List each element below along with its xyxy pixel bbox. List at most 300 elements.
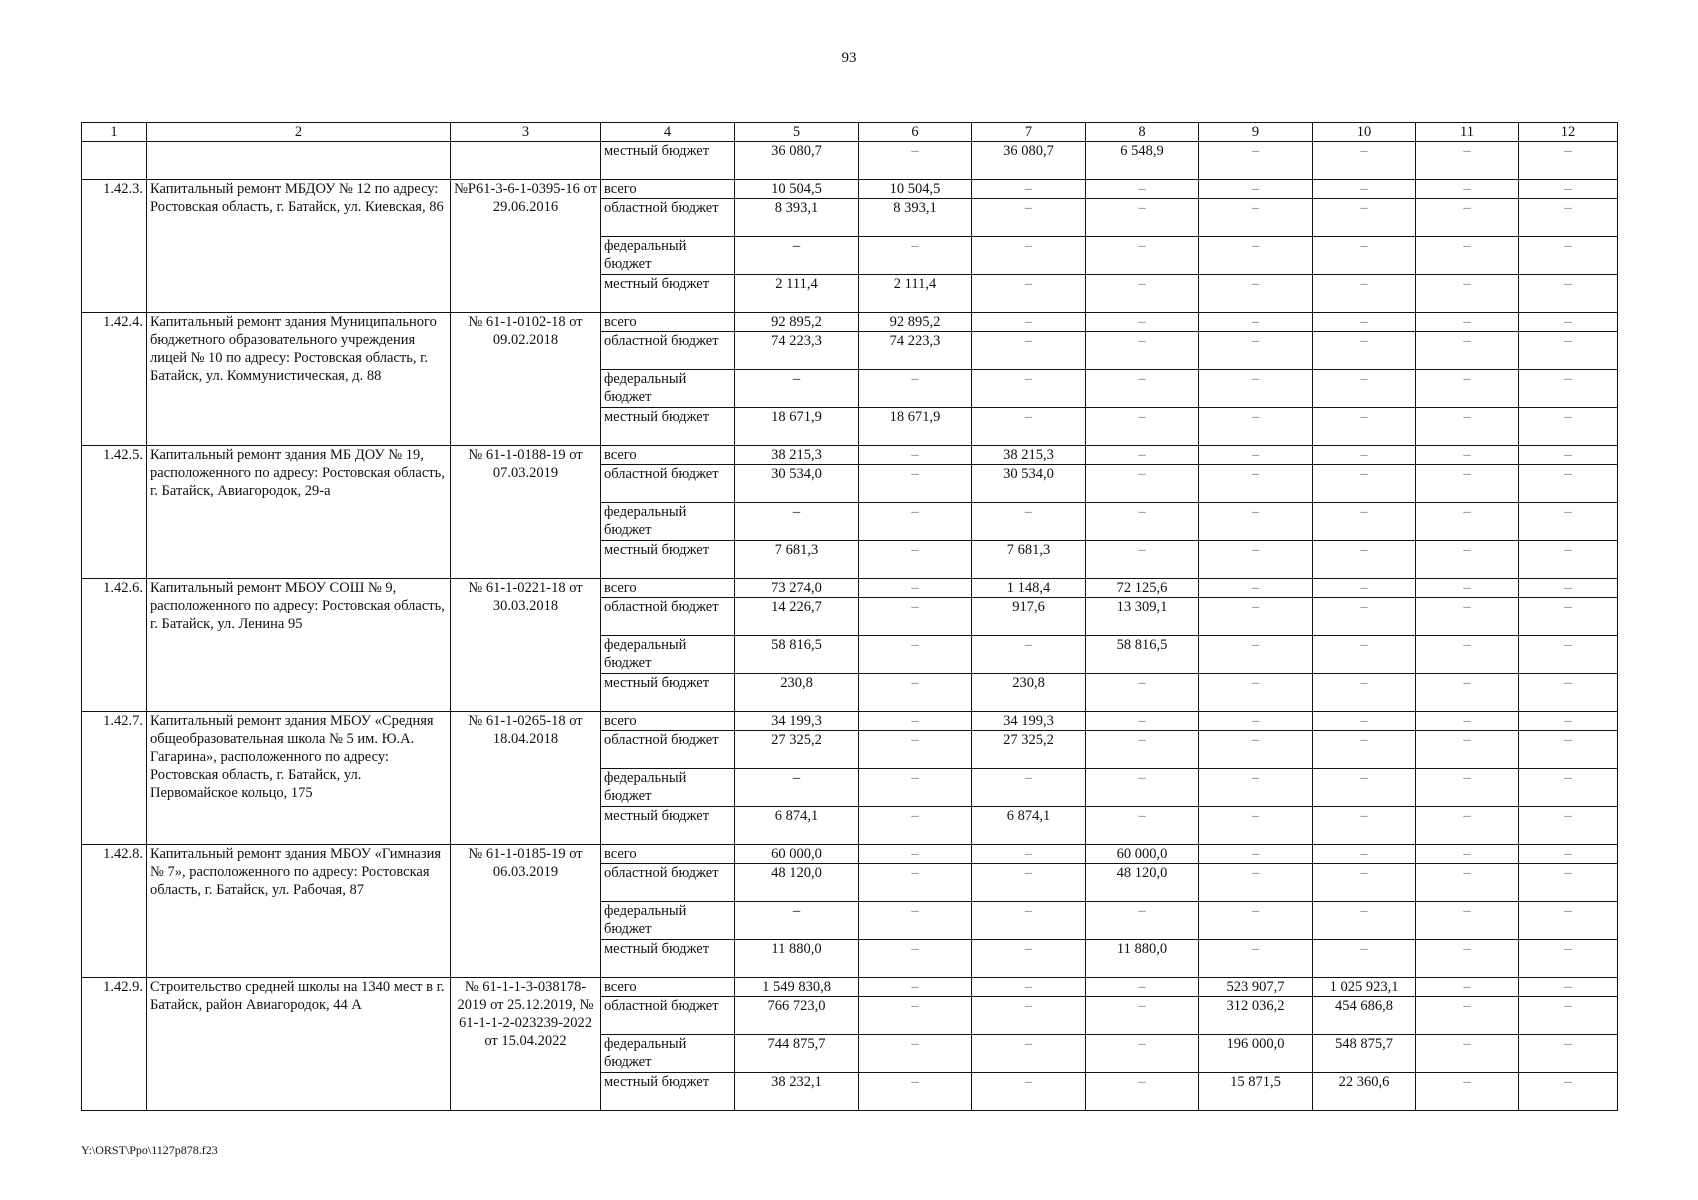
value-cell: –: [735, 237, 859, 275]
column-header: 4: [601, 123, 735, 142]
value-cell: –: [859, 674, 972, 712]
table-row: [82, 845, 1618, 864]
value-cell: –: [1416, 636, 1519, 674]
column-header: 3: [451, 123, 601, 142]
value-cell: –: [1086, 313, 1199, 332]
column-header: 10: [1313, 123, 1416, 142]
object-name: Капитальный ремонт МБОУ СОШ № 9, расположенного по адресу: Ростовская область, г. Батайск, ул. Ленина 95: [147, 579, 451, 712]
value-cell: –: [859, 598, 972, 636]
value-cell: –: [1416, 579, 1519, 598]
value-cell: 38 232,1: [735, 1073, 859, 1111]
table-header-row: [82, 123, 1618, 142]
value-cell: –: [1199, 142, 1313, 180]
value-cell: 1 549 830,8: [735, 978, 859, 997]
value-cell: –: [1199, 446, 1313, 465]
value-cell: 58 816,5: [735, 636, 859, 674]
value-cell: –: [1416, 902, 1519, 940]
row-number: 1.42.5.: [82, 446, 147, 579]
value-cell: –: [1519, 598, 1618, 636]
value-cell: –: [1199, 332, 1313, 370]
value-cell: 523 907,7: [1199, 978, 1313, 997]
value-cell: –: [1313, 864, 1416, 902]
funding-source: федеральный бюджет: [601, 636, 735, 674]
funding-source: местный бюджет: [601, 275, 735, 313]
column-header: 8: [1086, 123, 1199, 142]
value-cell: –: [859, 712, 972, 731]
value-cell: –: [1416, 598, 1519, 636]
value-cell: –: [859, 636, 972, 674]
value-cell: –: [1416, 712, 1519, 731]
value-cell: –: [1416, 731, 1519, 769]
funding-source: местный бюджет: [601, 674, 735, 712]
value-cell: –: [1519, 446, 1618, 465]
document-number: № 61-1-0102-18 от 09.02.2018: [451, 313, 601, 446]
value-cell: 92 895,2: [735, 313, 859, 332]
value-cell: 766 723,0: [735, 997, 859, 1035]
value-cell: –: [1416, 237, 1519, 275]
value-cell: –: [1086, 199, 1199, 237]
value-cell: –: [1199, 712, 1313, 731]
funding-source: областной бюджет: [601, 465, 735, 503]
value-cell: –: [859, 731, 972, 769]
value-cell: –: [1313, 408, 1416, 446]
value-cell: –: [859, 864, 972, 902]
value-cell: –: [1519, 1035, 1618, 1073]
value-cell: –: [1313, 313, 1416, 332]
value-cell: 230,8: [972, 674, 1086, 712]
budget-table: [81, 122, 1618, 1111]
row-number: 1.42.7.: [82, 712, 147, 845]
value-cell: –: [1313, 465, 1416, 503]
table-row: [82, 446, 1618, 465]
value-cell: 8 393,1: [735, 199, 859, 237]
document-number: № 61-1-1-3-038178-2019 от 25.12.2019, № 61-1-1-2-023239-2022 от 15.04.2022: [451, 978, 601, 1111]
table-row: [82, 712, 1618, 731]
value-cell: –: [1313, 199, 1416, 237]
column-header: 11: [1416, 123, 1519, 142]
value-cell: –: [1199, 731, 1313, 769]
value-cell: –: [859, 940, 972, 978]
value-cell: 73 274,0: [735, 579, 859, 598]
value-cell: –: [1519, 142, 1618, 180]
value-cell: 18 671,9: [859, 408, 972, 446]
value-cell: –: [1199, 408, 1313, 446]
value-cell: –: [1086, 902, 1199, 940]
value-cell: 8 393,1: [859, 199, 972, 237]
value-cell: –: [1199, 199, 1313, 237]
value-cell: –: [1313, 541, 1416, 579]
value-cell: –: [1519, 180, 1618, 199]
value-cell: –: [1416, 845, 1519, 864]
value-cell: –: [1416, 541, 1519, 579]
value-cell: –: [1416, 408, 1519, 446]
value-cell: 10 504,5: [735, 180, 859, 199]
value-cell: –: [859, 807, 972, 845]
value-cell: –: [1313, 769, 1416, 807]
value-cell: 917,6: [972, 598, 1086, 636]
value-cell: –: [972, 408, 1086, 446]
object-name: Капитальный ремонт здания МБОУ «Средняя общеобразовательная школа № 5 им. Ю.А. Гагарина», расположенного по адресу: Ростовская область, г. Батайск, ул. Первомайское кольцо, 175: [147, 712, 451, 845]
funding-source: областной бюджет: [601, 864, 735, 902]
value-cell: –: [859, 1035, 972, 1073]
value-cell: –: [972, 940, 1086, 978]
value-cell: –: [1199, 636, 1313, 674]
value-cell: 196 000,0: [1199, 1035, 1313, 1073]
value-cell: –: [1416, 142, 1519, 180]
document-number: № 61-1-0221-18 от 30.03.2018: [451, 579, 601, 712]
funding-source: федеральный бюджет: [601, 503, 735, 541]
value-cell: –: [972, 845, 1086, 864]
value-cell: –: [972, 769, 1086, 807]
value-cell: –: [972, 864, 1086, 902]
value-cell: –: [735, 902, 859, 940]
column-header: 1: [82, 123, 147, 142]
value-cell: –: [1313, 674, 1416, 712]
value-cell: 11 880,0: [1086, 940, 1199, 978]
value-cell: 48 120,0: [1086, 864, 1199, 902]
table-row: [82, 579, 1618, 598]
value-cell: –: [1519, 978, 1618, 997]
value-cell: –: [1086, 332, 1199, 370]
value-cell: –: [1199, 674, 1313, 712]
value-cell: –: [1199, 237, 1313, 275]
value-cell: –: [859, 997, 972, 1035]
row-number: 1.42.8.: [82, 845, 147, 978]
table-row: [82, 978, 1618, 997]
value-cell: –: [1519, 579, 1618, 598]
table-row: [82, 142, 1618, 180]
value-cell: –: [1199, 180, 1313, 199]
funding-source: федеральный бюджет: [601, 902, 735, 940]
value-cell: –: [1086, 712, 1199, 731]
value-cell: –: [859, 446, 972, 465]
value-cell: –: [972, 199, 1086, 237]
value-cell: 1 025 923,1: [1313, 978, 1416, 997]
value-cell: –: [735, 769, 859, 807]
value-cell: –: [1519, 636, 1618, 674]
value-cell: 10 504,5: [859, 180, 972, 199]
value-cell: –: [859, 579, 972, 598]
object-name: Капитальный ремонт здания Муниципального бюджетного образовательного учреждения лицей № 10 по адресу: Ростовская область, г. Батайск, ул. Коммунистическая, д. 88: [147, 313, 451, 446]
value-cell: –: [1416, 978, 1519, 997]
object-name: [147, 142, 451, 180]
value-cell: –: [1313, 598, 1416, 636]
value-cell: –: [1416, 199, 1519, 237]
column-header: 5: [735, 123, 859, 142]
funding-source: областной бюджет: [601, 332, 735, 370]
value-cell: –: [1416, 465, 1519, 503]
funding-source: всего: [601, 579, 735, 598]
object-name: Капитальный ремонт здания МБОУ «Гимназия № 7», расположенного по адресу: Ростовская область, г. Батайск, ул. Рабочая, 87: [147, 845, 451, 978]
funding-source: местный бюджет: [601, 541, 735, 579]
value-cell: –: [1199, 503, 1313, 541]
value-cell: –: [1519, 940, 1618, 978]
value-cell: –: [972, 180, 1086, 199]
value-cell: –: [1199, 902, 1313, 940]
value-cell: –: [1199, 275, 1313, 313]
value-cell: –: [1086, 408, 1199, 446]
value-cell: –: [1416, 332, 1519, 370]
value-cell: 7 681,3: [735, 541, 859, 579]
value-cell: –: [859, 370, 972, 408]
value-cell: –: [1313, 579, 1416, 598]
value-cell: 312 036,2: [1199, 997, 1313, 1035]
value-cell: –: [1519, 845, 1618, 864]
value-cell: –: [1086, 465, 1199, 503]
value-cell: –: [1416, 807, 1519, 845]
value-cell: –: [1519, 370, 1618, 408]
value-cell: –: [1086, 180, 1199, 199]
document-number: № 61-1-0188-19 от 07.03.2019: [451, 446, 601, 579]
value-cell: –: [1313, 807, 1416, 845]
funding-source: всего: [601, 845, 735, 864]
value-cell: 60 000,0: [1086, 845, 1199, 864]
value-cell: –: [1086, 237, 1199, 275]
value-cell: –: [859, 769, 972, 807]
value-cell: 38 215,3: [972, 446, 1086, 465]
value-cell: 38 215,3: [735, 446, 859, 465]
value-cell: –: [1199, 465, 1313, 503]
value-cell: –: [972, 370, 1086, 408]
value-cell: –: [1416, 180, 1519, 199]
value-cell: –: [1519, 731, 1618, 769]
document-number: № 61-1-0185-19 от 06.03.2019: [451, 845, 601, 978]
value-cell: 548 875,7: [1313, 1035, 1416, 1073]
document-number: № 61-1-0265-18 от 18.04.2018: [451, 712, 601, 845]
funding-source: областной бюджет: [601, 199, 735, 237]
value-cell: –: [1416, 674, 1519, 712]
value-cell: –: [1416, 769, 1519, 807]
value-cell: –: [1519, 275, 1618, 313]
value-cell: –: [1313, 503, 1416, 541]
value-cell: –: [1086, 769, 1199, 807]
value-cell: –: [1519, 199, 1618, 237]
value-cell: 454 686,8: [1313, 997, 1416, 1035]
row-number: 1.42.4.: [82, 313, 147, 446]
value-cell: –: [859, 978, 972, 997]
funding-source: всего: [601, 313, 735, 332]
value-cell: –: [1199, 940, 1313, 978]
value-cell: –: [1416, 1073, 1519, 1111]
value-cell: 2 111,4: [859, 275, 972, 313]
funding-source: местный бюджет: [601, 408, 735, 446]
value-cell: –: [972, 275, 1086, 313]
value-cell: –: [1416, 864, 1519, 902]
value-cell: –: [859, 1073, 972, 1111]
value-cell: –: [859, 541, 972, 579]
document-number: [451, 142, 601, 180]
value-cell: –: [1519, 541, 1618, 579]
funding-source: всего: [601, 446, 735, 465]
value-cell: 22 360,6: [1313, 1073, 1416, 1111]
value-cell: –: [1416, 997, 1519, 1035]
value-cell: –: [1519, 997, 1618, 1035]
value-cell: –: [1519, 1073, 1618, 1111]
value-cell: –: [735, 503, 859, 541]
column-header: 6: [859, 123, 972, 142]
value-cell: –: [1313, 845, 1416, 864]
value-cell: –: [1086, 674, 1199, 712]
funding-source: областной бюджет: [601, 598, 735, 636]
column-header: 9: [1199, 123, 1313, 142]
row-number: 1.42.9.: [82, 978, 147, 1111]
value-cell: 744 875,7: [735, 1035, 859, 1073]
value-cell: –: [1199, 598, 1313, 636]
value-cell: –: [1519, 712, 1618, 731]
table-row: [82, 313, 1618, 332]
funding-source: федеральный бюджет: [601, 1035, 735, 1073]
value-cell: –: [1313, 332, 1416, 370]
row-number: [82, 142, 147, 180]
value-cell: 14 226,7: [735, 598, 859, 636]
value-cell: –: [1416, 446, 1519, 465]
footer-file-path: Y:\ORST\Ppo\1127p878.f23: [81, 1143, 218, 1157]
funding-source: федеральный бюджет: [601, 769, 735, 807]
value-cell: –: [1199, 769, 1313, 807]
value-cell: 36 080,7: [735, 142, 859, 180]
document-number: №Р61-3-6-1-0395-16 от 29.06.2016: [451, 180, 601, 313]
value-cell: 74 223,3: [859, 332, 972, 370]
value-cell: –: [1313, 902, 1416, 940]
value-cell: 48 120,0: [735, 864, 859, 902]
value-cell: –: [1199, 807, 1313, 845]
value-cell: 6 874,1: [972, 807, 1086, 845]
funding-source: всего: [601, 180, 735, 199]
value-cell: –: [1519, 237, 1618, 275]
value-cell: –: [1416, 940, 1519, 978]
funding-source: областной бюджет: [601, 731, 735, 769]
value-cell: –: [972, 503, 1086, 541]
value-cell: –: [1313, 275, 1416, 313]
value-cell: –: [972, 902, 1086, 940]
value-cell: –: [1313, 446, 1416, 465]
value-cell: –: [735, 370, 859, 408]
value-cell: –: [1519, 503, 1618, 541]
object-name: Капитальный ремонт здания МБ ДОУ № 19, расположенного по адресу: Ростовская область, г. Батайск, Авиагородок, 29-а: [147, 446, 451, 579]
value-cell: 30 534,0: [972, 465, 1086, 503]
value-cell: 27 325,2: [735, 731, 859, 769]
value-cell: 58 816,5: [1086, 636, 1199, 674]
value-cell: –: [1199, 845, 1313, 864]
value-cell: –: [1086, 978, 1199, 997]
value-cell: –: [1086, 731, 1199, 769]
funding-source: местный бюджет: [601, 807, 735, 845]
value-cell: –: [972, 997, 1086, 1035]
value-cell: –: [1519, 864, 1618, 902]
row-number: 1.42.3.: [82, 180, 147, 313]
value-cell: –: [1313, 636, 1416, 674]
value-cell: 15 871,5: [1199, 1073, 1313, 1111]
value-cell: –: [1313, 180, 1416, 199]
value-cell: –: [1086, 503, 1199, 541]
column-header: 7: [972, 123, 1086, 142]
value-cell: 92 895,2: [859, 313, 972, 332]
value-cell: 13 309,1: [1086, 598, 1199, 636]
value-cell: –: [972, 1035, 1086, 1073]
value-cell: 2 111,4: [735, 275, 859, 313]
value-cell: –: [1086, 807, 1199, 845]
value-cell: –: [1199, 579, 1313, 598]
value-cell: –: [1313, 142, 1416, 180]
funding-source: областной бюджет: [601, 997, 735, 1035]
value-cell: –: [1086, 446, 1199, 465]
value-cell: 34 199,3: [972, 712, 1086, 731]
value-cell: –: [1519, 332, 1618, 370]
value-cell: –: [859, 465, 972, 503]
value-cell: 7 681,3: [972, 541, 1086, 579]
value-cell: –: [859, 503, 972, 541]
value-cell: 18 671,9: [735, 408, 859, 446]
value-cell: –: [972, 636, 1086, 674]
value-cell: –: [1086, 1073, 1199, 1111]
value-cell: 230,8: [735, 674, 859, 712]
value-cell: –: [1416, 313, 1519, 332]
object-name: Строительство средней школы на 1340 мест в г. Батайск, район Авиагородок, 44 А: [147, 978, 451, 1111]
value-cell: –: [972, 237, 1086, 275]
value-cell: –: [1416, 275, 1519, 313]
value-cell: –: [1519, 902, 1618, 940]
funding-source: местный бюджет: [601, 940, 735, 978]
value-cell: –: [972, 332, 1086, 370]
value-cell: 11 880,0: [735, 940, 859, 978]
value-cell: –: [859, 142, 972, 180]
value-cell: 74 223,3: [735, 332, 859, 370]
funding-source: местный бюджет: [601, 142, 735, 180]
value-cell: –: [972, 313, 1086, 332]
value-cell: –: [859, 902, 972, 940]
table-row: [82, 180, 1618, 199]
value-cell: –: [1086, 1035, 1199, 1073]
value-cell: –: [1313, 940, 1416, 978]
value-cell: –: [1313, 370, 1416, 408]
value-cell: 6 548,9: [1086, 142, 1199, 180]
value-cell: 36 080,7: [972, 142, 1086, 180]
value-cell: 60 000,0: [735, 845, 859, 864]
value-cell: –: [1086, 541, 1199, 579]
value-cell: 34 199,3: [735, 712, 859, 731]
value-cell: –: [1416, 370, 1519, 408]
value-cell: –: [1519, 408, 1618, 446]
value-cell: –: [1519, 465, 1618, 503]
column-header: 12: [1519, 123, 1618, 142]
value-cell: –: [1199, 370, 1313, 408]
value-cell: –: [859, 845, 972, 864]
funding-source: федеральный бюджет: [601, 370, 735, 408]
value-cell: –: [972, 978, 1086, 997]
funding-source: всего: [601, 978, 735, 997]
value-cell: –: [1416, 1035, 1519, 1073]
value-cell: –: [1086, 997, 1199, 1035]
value-cell: –: [1086, 370, 1199, 408]
row-number: 1.42.6.: [82, 579, 147, 712]
value-cell: –: [1416, 503, 1519, 541]
column-header: 2: [147, 123, 451, 142]
value-cell: –: [1199, 541, 1313, 579]
value-cell: –: [972, 1073, 1086, 1111]
value-cell: 27 325,2: [972, 731, 1086, 769]
value-cell: –: [1519, 769, 1618, 807]
value-cell: –: [1519, 807, 1618, 845]
value-cell: –: [1199, 313, 1313, 332]
value-cell: –: [1519, 674, 1618, 712]
funding-source: федеральный бюджет: [601, 237, 735, 275]
value-cell: –: [859, 237, 972, 275]
funding-source: всего: [601, 712, 735, 731]
funding-source: местный бюджет: [601, 1073, 735, 1111]
value-cell: 6 874,1: [735, 807, 859, 845]
page-number: 93: [841, 50, 857, 66]
value-cell: 30 534,0: [735, 465, 859, 503]
